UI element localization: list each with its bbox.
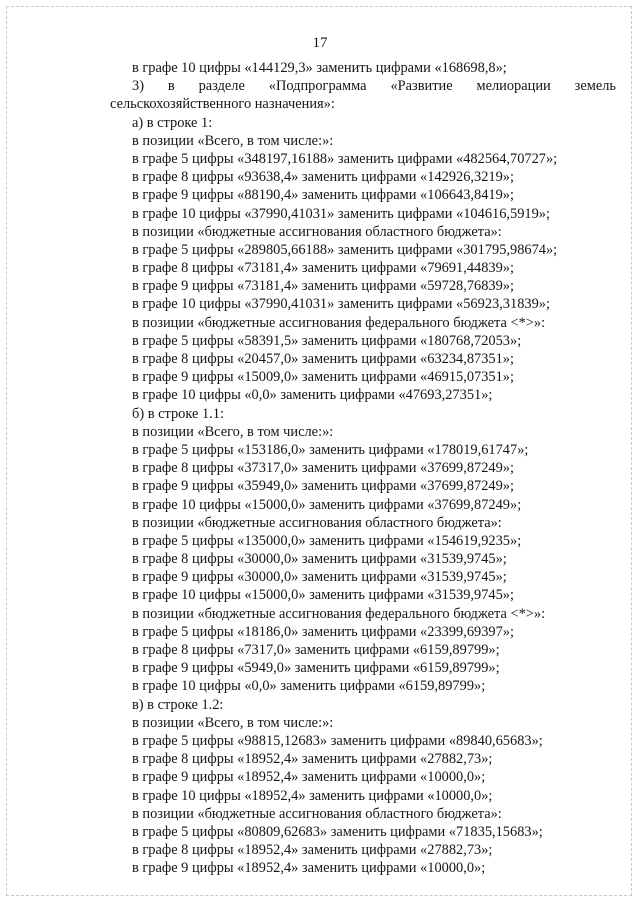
text-line: в) в строке 1.2: <box>132 696 224 713</box>
text-line: б) в строке 1.1: <box>132 405 224 422</box>
text-line: в графе 5 цифры «135000,0» заменить цифрами «154619,9235»; <box>132 532 522 549</box>
text-line: в графе 8 цифры «7317,0» заменить цифрами «6159,89799»; <box>132 642 500 658</box>
text-line: в графе 5 цифры «98815,12683» заменить цифрами «89840,65683»; <box>132 732 543 749</box>
text-line: в графе 8 цифры «20457,0» заменить цифрами «63234,87351»; <box>132 351 514 367</box>
text-line: в графе 5 цифры «58391,5» заменить цифрами «180768,72053»; <box>132 332 522 349</box>
section-3-word: в <box>167 78 175 95</box>
section-3-word: 3) <box>132 78 144 95</box>
text-line: в графе 9 цифры «5949,0» заменить цифрами «6159,89799»; <box>132 660 500 677</box>
text-line: в графе 5 цифры «18186,0» заменить цифрами «23399,69397»; <box>132 623 514 640</box>
text-line: в позиции «Всего, в том числе:»: <box>132 714 334 731</box>
text-line: в графе 8 цифры «93638,4» заменить цифрами «142926,3219»; <box>132 169 514 186</box>
text-line: в позиции «Всего, в том числе:»: <box>132 132 334 149</box>
text-line: в графе 5 цифры «348197,16188» заменить цифрами «482564,70727»; <box>132 150 558 167</box>
text-line: в графе 8 цифры «73181,4» заменить цифрами «79691,44839»; <box>132 260 514 277</box>
text-line: в графе 5 цифры «80809,62683» заменить цифрами «71835,15683»; <box>132 823 543 840</box>
section-3-word: мелиорации <box>476 78 551 95</box>
text-line: в графе 9 цифры «88190,4» заменить цифрами «106643,8419»; <box>132 187 514 204</box>
page-number: 17 <box>312 35 328 51</box>
text-line: в графе 10 цифры «0,0» заменить цифрами «6159,89799»; <box>132 678 486 695</box>
text-line: в графе 10 цифры «18952,4» заменить цифрами «10000,0»; <box>132 787 493 804</box>
document-body <box>110 59 616 877</box>
text-line: в графе 10 цифры «37990,41031» заменить цифрами «56923,31839»; <box>132 296 550 313</box>
amendment-lines <box>110 114 616 878</box>
section-3-word: «Подпрограмма <box>268 78 367 95</box>
text-line: в графе 8 цифры «30000,0» заменить цифрами «31539,9745»; <box>132 551 507 568</box>
section-3-word: земель <box>574 78 616 95</box>
text-line-first: в графе 10 цифры «144129,3» заменить цифрами «168698,8»; <box>132 60 507 76</box>
text-line: в графе 9 цифры «30000,0» заменить цифрами «31539,9745»; <box>132 569 507 586</box>
text-line: в графе 9 цифры «35949,0» заменить цифрами «37699,87249»; <box>132 478 514 495</box>
text-line: в позиции «бюджетные ассигнования федерального бюджета <*>»: <box>132 605 546 622</box>
text-line: в графе 10 цифры «37990,41031» заменить цифрами «104616,5919»; <box>132 205 550 222</box>
text-line: в позиции «Всего, в том числе:»: <box>132 423 334 440</box>
section-3-continuation: сельскохозяйственного назначения»: <box>110 96 335 113</box>
text-line: в графе 9 цифры «18952,4» заменить цифрами «10000,0»; <box>132 769 486 786</box>
text-line: в графе 10 цифры «0,0» заменить цифрами «47693,27351»; <box>132 387 493 404</box>
text-line: в позиции «бюджетные ассигнования областного бюджета»: <box>132 514 502 531</box>
text-line: в графе 10 цифры «15000,0» заменить цифрами «37699,87249»; <box>132 496 522 513</box>
section-3-heading <box>110 77 616 95</box>
text-line: в графе 10 цифры «15000,0» заменить цифрами «31539,9745»; <box>132 587 514 604</box>
section-3-word: разделе <box>198 78 245 95</box>
section-3-word: «Развитие <box>390 78 453 95</box>
text-line: в графе 5 цифры «153186,0» заменить цифрами «178019,61747»; <box>132 441 529 458</box>
text-line: в графе 9 цифры «73181,4» заменить цифрами «59728,76839»; <box>132 278 514 295</box>
text-line: в графе 5 цифры «289805,66188» заменить цифрами «301795,98674»; <box>132 241 558 258</box>
text-line: в позиции «бюджетные ассигнования областного бюджета»: <box>132 805 502 822</box>
text-line: а) в строке 1: <box>132 114 213 131</box>
text-line: в графе 8 цифры «18952,4» заменить цифрами «27882,73»; <box>132 751 493 768</box>
text-line: в графе 9 цифры «18952,4» заменить цифрами «10000,0»; <box>132 860 486 877</box>
text-line: в графе 8 цифры «18952,4» заменить цифрами «27882,73»; <box>132 842 493 859</box>
text-line: в позиции «бюджетные ассигнования федерального бюджета <*>»: <box>132 314 546 331</box>
text-line: в графе 9 цифры «15009,0» заменить цифрами «46915,07351»; <box>132 369 514 386</box>
text-line: в графе 8 цифры «37317,0» заменить цифрами «37699,87249»; <box>132 460 514 477</box>
text-line: в позиции «бюджетные ассигнования областного бюджета»: <box>132 223 502 240</box>
